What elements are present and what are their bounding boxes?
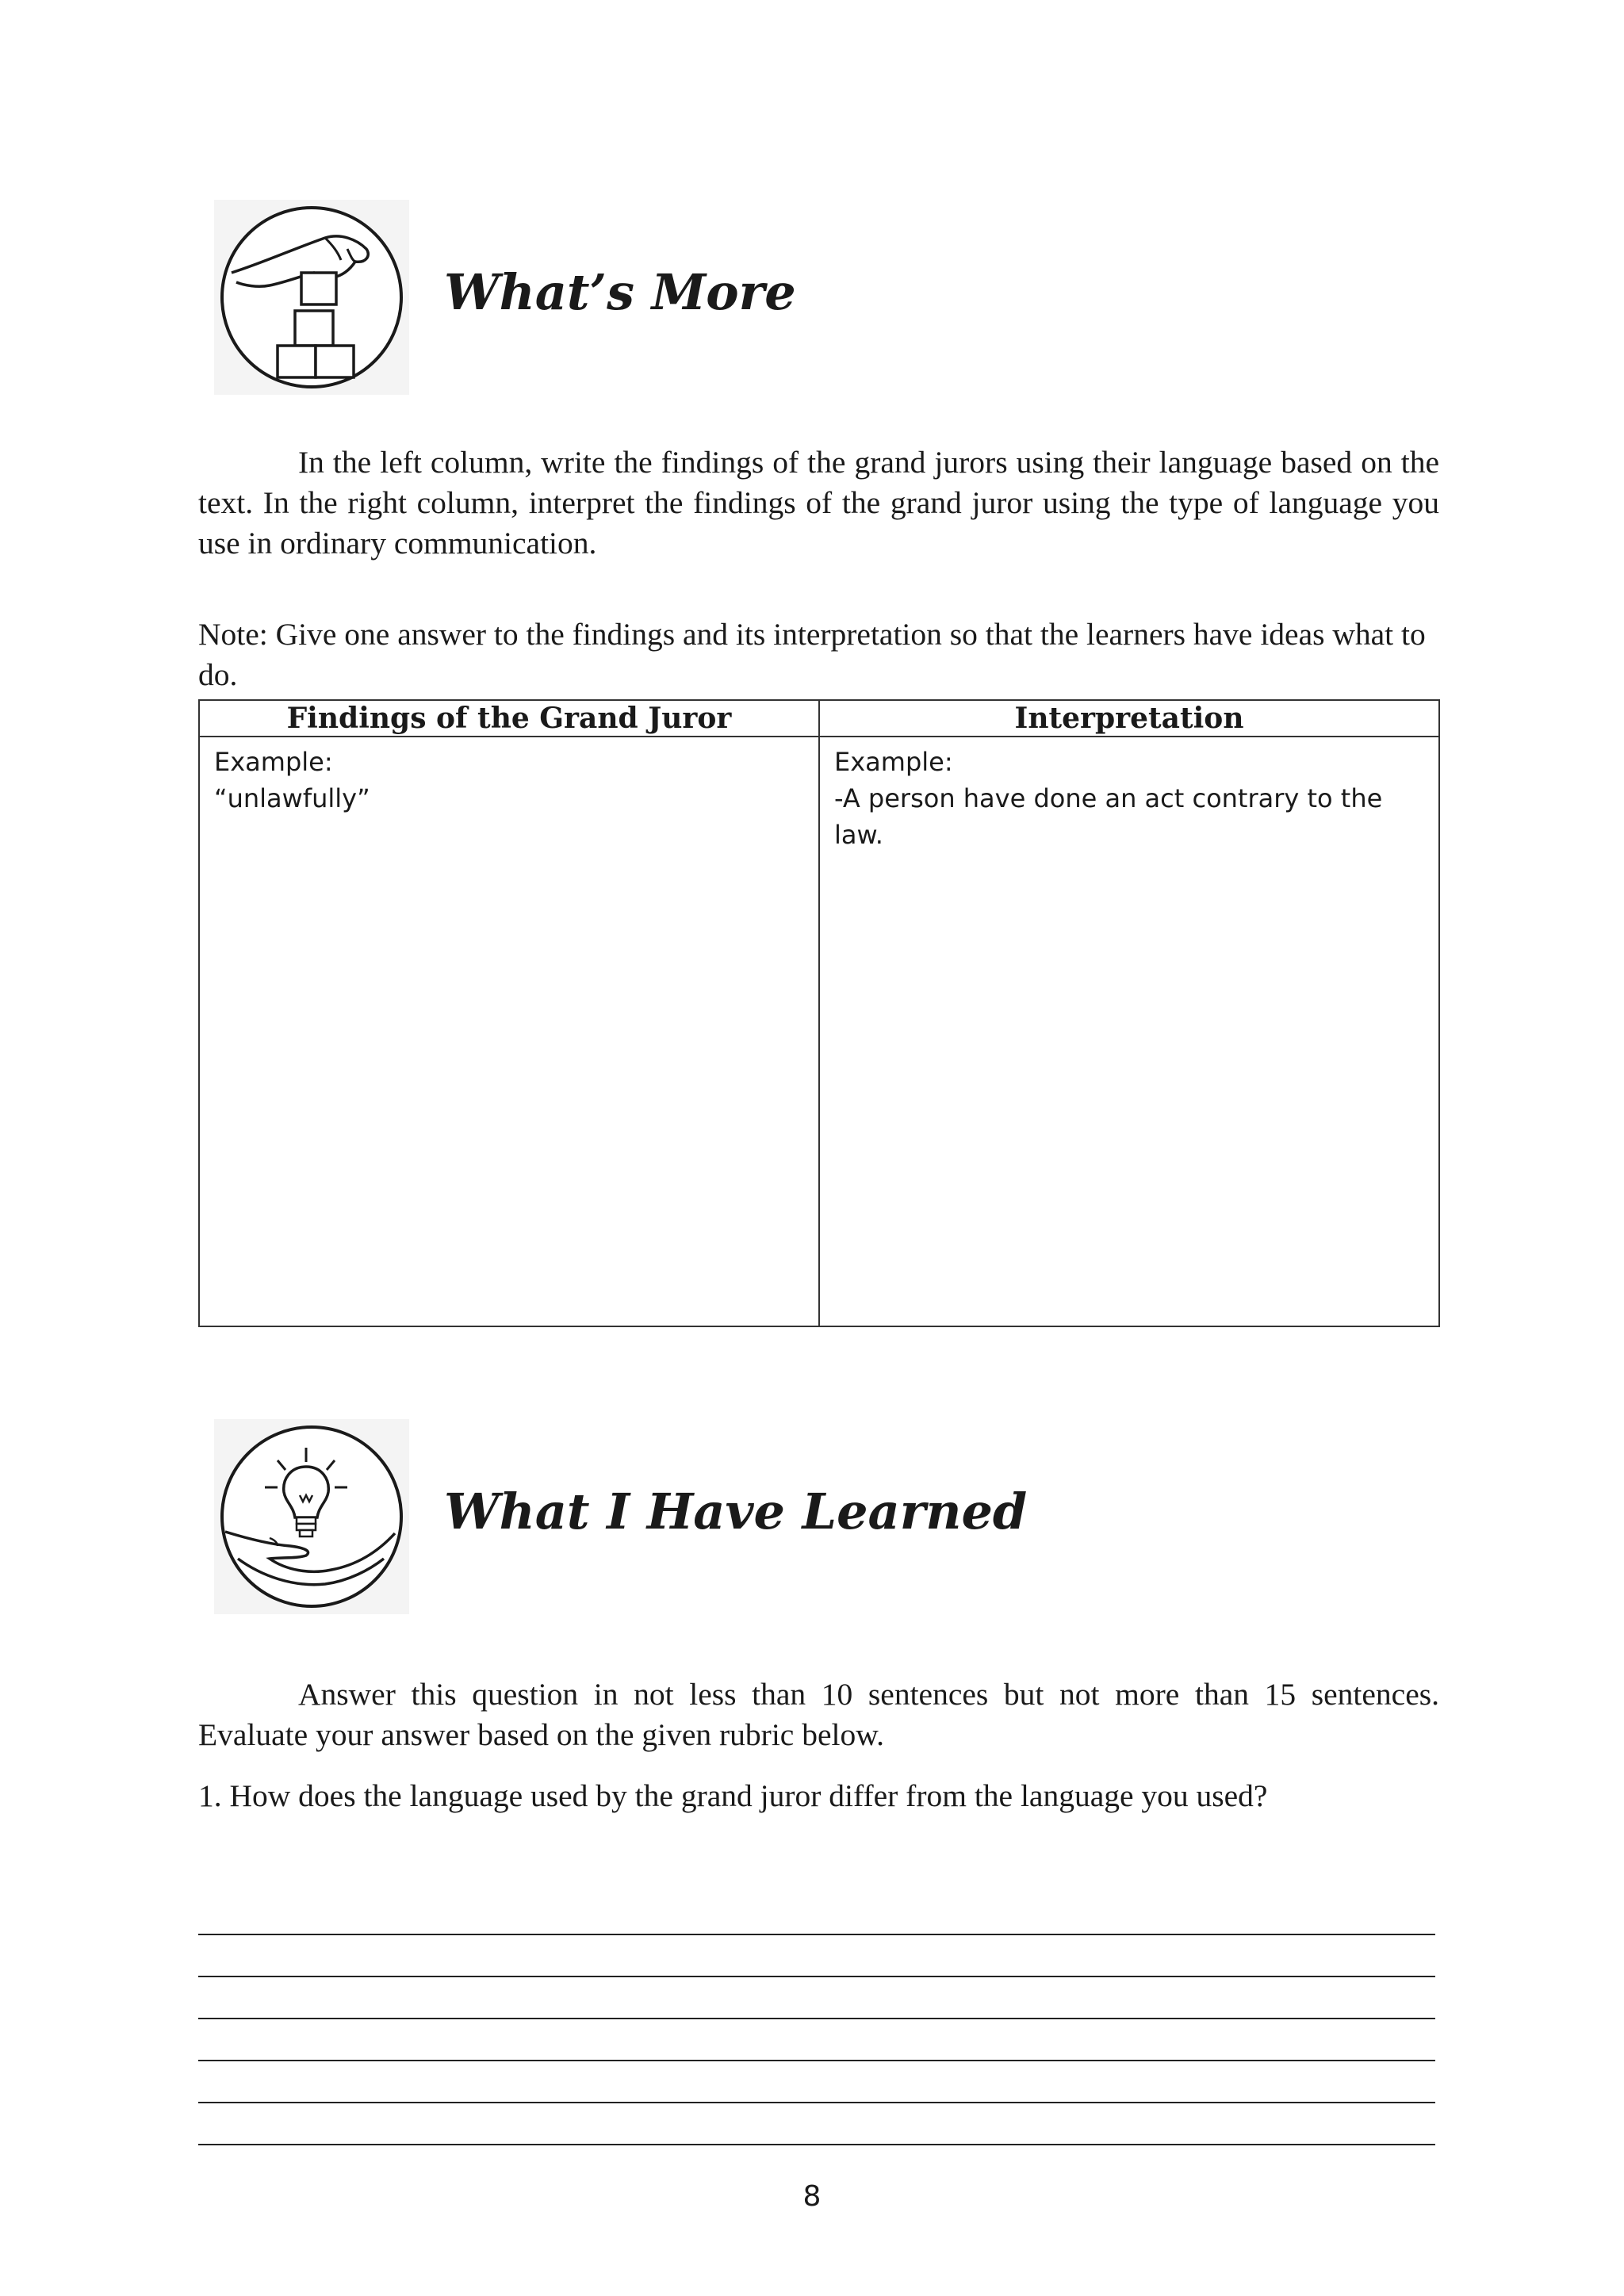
column-header-findings: Findings of the Grand Juror — [199, 700, 819, 737]
what-i-have-learned-header — [214, 1419, 1404, 1617]
section-title-whats-more: What’s More — [444, 263, 796, 321]
interpretation-answer-cell[interactable] — [819, 737, 1439, 1326]
findings-answer-cell[interactable] — [199, 737, 819, 1326]
question-1: 1. How does the language used by the grand juror differ from the language you used? — [198, 1778, 1268, 1813]
learned-instructions: Answer this question in not less than 10 sentences but not more than 15 sentences. Evaluate your answer based on the given rubric below. — [198, 1677, 1439, 1752]
findings-interpretation-table — [198, 699, 1440, 1327]
example-finding: “unlawfully” — [214, 783, 370, 813]
example-label: Example: — [214, 747, 333, 777]
answer-lines[interactable] — [198, 1893, 1435, 2145]
whats-more-instructions: In the left column, write the findings of the grand jurors using their language based on the text. In the right column, interpret the findings of the grand juror using the type of language you use in ordinary communication. — [198, 445, 1439, 561]
section-title-what-i-have-learned: What I Have Learned — [444, 1483, 1028, 1540]
table-header-row — [199, 700, 1439, 737]
page-number: 8 — [802, 2180, 822, 2213]
answer-line[interactable] — [198, 2019, 1435, 2061]
column-header-interpretation: Interpretation — [819, 700, 1439, 737]
example-label: Example: — [834, 747, 953, 777]
answer-line[interactable] — [198, 2103, 1435, 2145]
teacher-note: Note: Give one answer to the findings and its interpretation so that the learners have ideas what to do. — [198, 617, 1426, 692]
example-interpretation: -A person have done an act contrary to the law. — [834, 783, 1383, 850]
hand-holding-lightbulb-icon — [214, 1419, 409, 1614]
answer-line[interactable] — [198, 1893, 1435, 1935]
hand-stacking-blocks-icon — [214, 200, 409, 395]
whats-more-header — [214, 200, 1404, 398]
answer-line[interactable] — [198, 1935, 1435, 1977]
table-row — [199, 737, 1439, 1326]
answer-line[interactable] — [198, 2061, 1435, 2103]
answer-line[interactable] — [198, 1977, 1435, 2019]
